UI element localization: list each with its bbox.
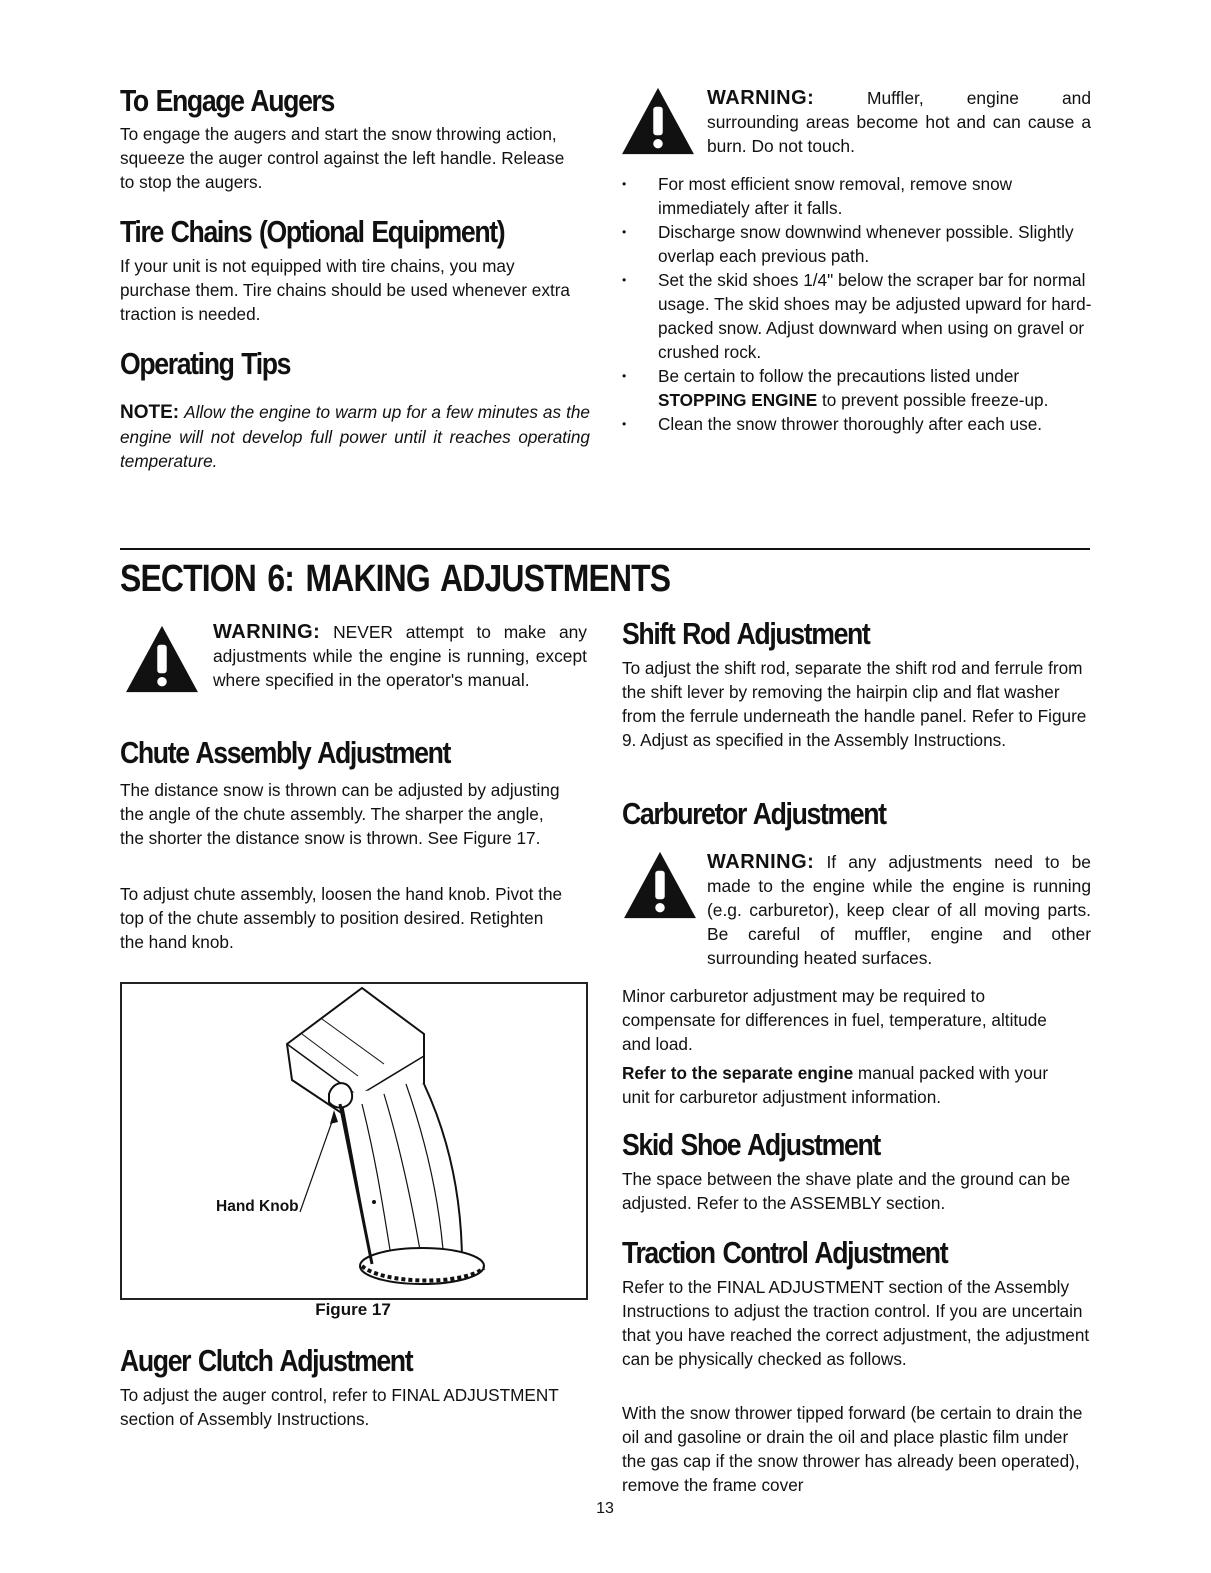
warning-label: WARNING: bbox=[707, 87, 815, 109]
shift-rod-text: To adjust the shift rod, separate the shift rod and ferrule from the shift lever by removing the hairpin clip and flat washer from the ferrule underneath the handle panel. Refer to Figure 9. Adjust as specified in the Assembly Instructions. bbox=[622, 658, 1087, 750]
note-label: NOTE: bbox=[120, 402, 180, 423]
list-item: • For most efficient snow removal, remove snow immediately after it falls. bbox=[622, 174, 1013, 218]
carburetor-refer-text: Refer to the separate engine manual packed with your unit for carburetor adjustment information. bbox=[622, 1063, 1049, 1107]
chute-assembly-text: The distance snow is thrown can be adjusted by adjusting the angle of the chute assembly. The sharper the angle, the shorter the distance snow is thrown. See Figure 17. bbox=[120, 780, 560, 848]
skid-shoe-heading: Skid Shoe Adjustment bbox=[622, 1127, 880, 1162]
auger-clutch-text: To adjust the auger control, refer to FINAL ADJUSTMENT section of Assembly Instructions. bbox=[120, 1385, 559, 1429]
list-item: • Set the skid shoes 1/4" below the scraper bar for normal usage. The skid shoes may be adjusted upward for hard-packed snow. Adjust downward when using on gravel or crushed rock. bbox=[622, 270, 1092, 362]
chute-assembly-heading: Chute Assembly Adjustment bbox=[120, 735, 450, 770]
separate-engine-ref: Refer to the separate engine bbox=[622, 1063, 854, 1083]
carburetor-warning bbox=[707, 850, 1091, 970]
adjustments-warning-text: NEVER attempt to make any adjustments while the engine is running, except where specified in the operator's manual. bbox=[213, 622, 587, 690]
section-divider bbox=[120, 548, 1090, 550]
operating-tips-note bbox=[120, 400, 590, 473]
engage-augers-text: To engage the augers and start the snow throwing action, squeeze the auger control against the left handle. Release to stop the augers. bbox=[120, 124, 565, 192]
tire-chains-heading: Tire Chains (Optional Equipment) bbox=[120, 214, 505, 249]
auger-clutch-heading: Auger Clutch Adjustment bbox=[120, 1343, 413, 1378]
shift-rod-heading: Shift Rod Adjustment bbox=[622, 616, 870, 651]
chute-assembly-illustration bbox=[122, 984, 586, 1298]
stopping-engine-ref: STOPPING ENGINE bbox=[658, 390, 818, 410]
note-text: Allow the engine to warm up for a few minutes as the engine will not develop full power until it reaches operating temperature. bbox=[120, 402, 590, 471]
muffler-warning-text: Muffler, engine and surrounding areas become hot and can cause a burn. Do not touch. bbox=[707, 88, 1091, 156]
warning-label: WARNING: bbox=[213, 621, 321, 643]
warning-triangle-icon bbox=[622, 850, 698, 920]
tire-chains-text: If your unit is not equipped with tire chains, you may purchase them. Tire chains should be used whenever extra traction is needed. bbox=[120, 256, 570, 324]
engage-augers-heading: To Engage Augers bbox=[120, 83, 334, 118]
carburetor-heading: Carburetor Adjustment bbox=[622, 796, 886, 831]
adjustments-warning bbox=[213, 620, 587, 692]
figure-17-box bbox=[120, 982, 588, 1300]
traction-control-heading: Traction Control Adjustment bbox=[622, 1235, 948, 1270]
warning-label: WARNING: bbox=[707, 851, 815, 873]
figure-17-caption: Figure 17 bbox=[315, 1300, 391, 1319]
operating-tips-heading: Operating Tips bbox=[120, 346, 291, 381]
carburetor-warning-text: If any adjustments need to be made to the engine while the engine is running (e.g. carburetor), keep clear of all moving parts. Be careful of muffler, engine and other surrounding heated surfaces. bbox=[707, 852, 1091, 968]
list-item: • Be certain to follow the precautions listed under STOPPING ENGINE to prevent possible freeze-up. bbox=[622, 366, 1049, 410]
hand-knob-label: Hand Knob bbox=[216, 1198, 299, 1215]
traction-control-text: Refer to the FINAL ADJUSTMENT section of the Assembly Instructions to adjust the traction control. If you are uncertain that you have reached the correct adjustment, the adjustment can be physically checked as follows. bbox=[622, 1277, 1090, 1369]
warning-triangle-icon bbox=[620, 86, 696, 156]
chute-adjust-text: To adjust chute assembly, loosen the hand knob. Pivot the top of the chute assembly to position desired. Retighten the hand knob. bbox=[120, 884, 563, 952]
warning-triangle-icon bbox=[124, 624, 200, 694]
list-item: • Clean the snow thrower thoroughly after each use. bbox=[622, 414, 1043, 434]
traction-check-text: With the snow thrower tipped forward (be certain to drain the oil and gasoline or drain the oil and place plastic film under the gas cap if the snow thrower has already been operated), remove the frame cover bbox=[622, 1403, 1083, 1495]
skid-shoe-text: The space between the shave plate and the ground can be adjusted. Refer to the ASSEMBLY section. bbox=[622, 1169, 1071, 1213]
carburetor-text: Minor carburetor adjustment may be required to compensate for differences in fuel, temperature, altitude and load. bbox=[622, 986, 1047, 1054]
page-number: 13 bbox=[596, 1500, 614, 1517]
section-title: SECTION 6: MAKING ADJUSTMENTS bbox=[120, 558, 671, 600]
operating-tips-list bbox=[622, 172, 1092, 436]
list-item: • Discharge snow downwind whenever possible. Slightly overlap each previous path. bbox=[622, 222, 1074, 266]
